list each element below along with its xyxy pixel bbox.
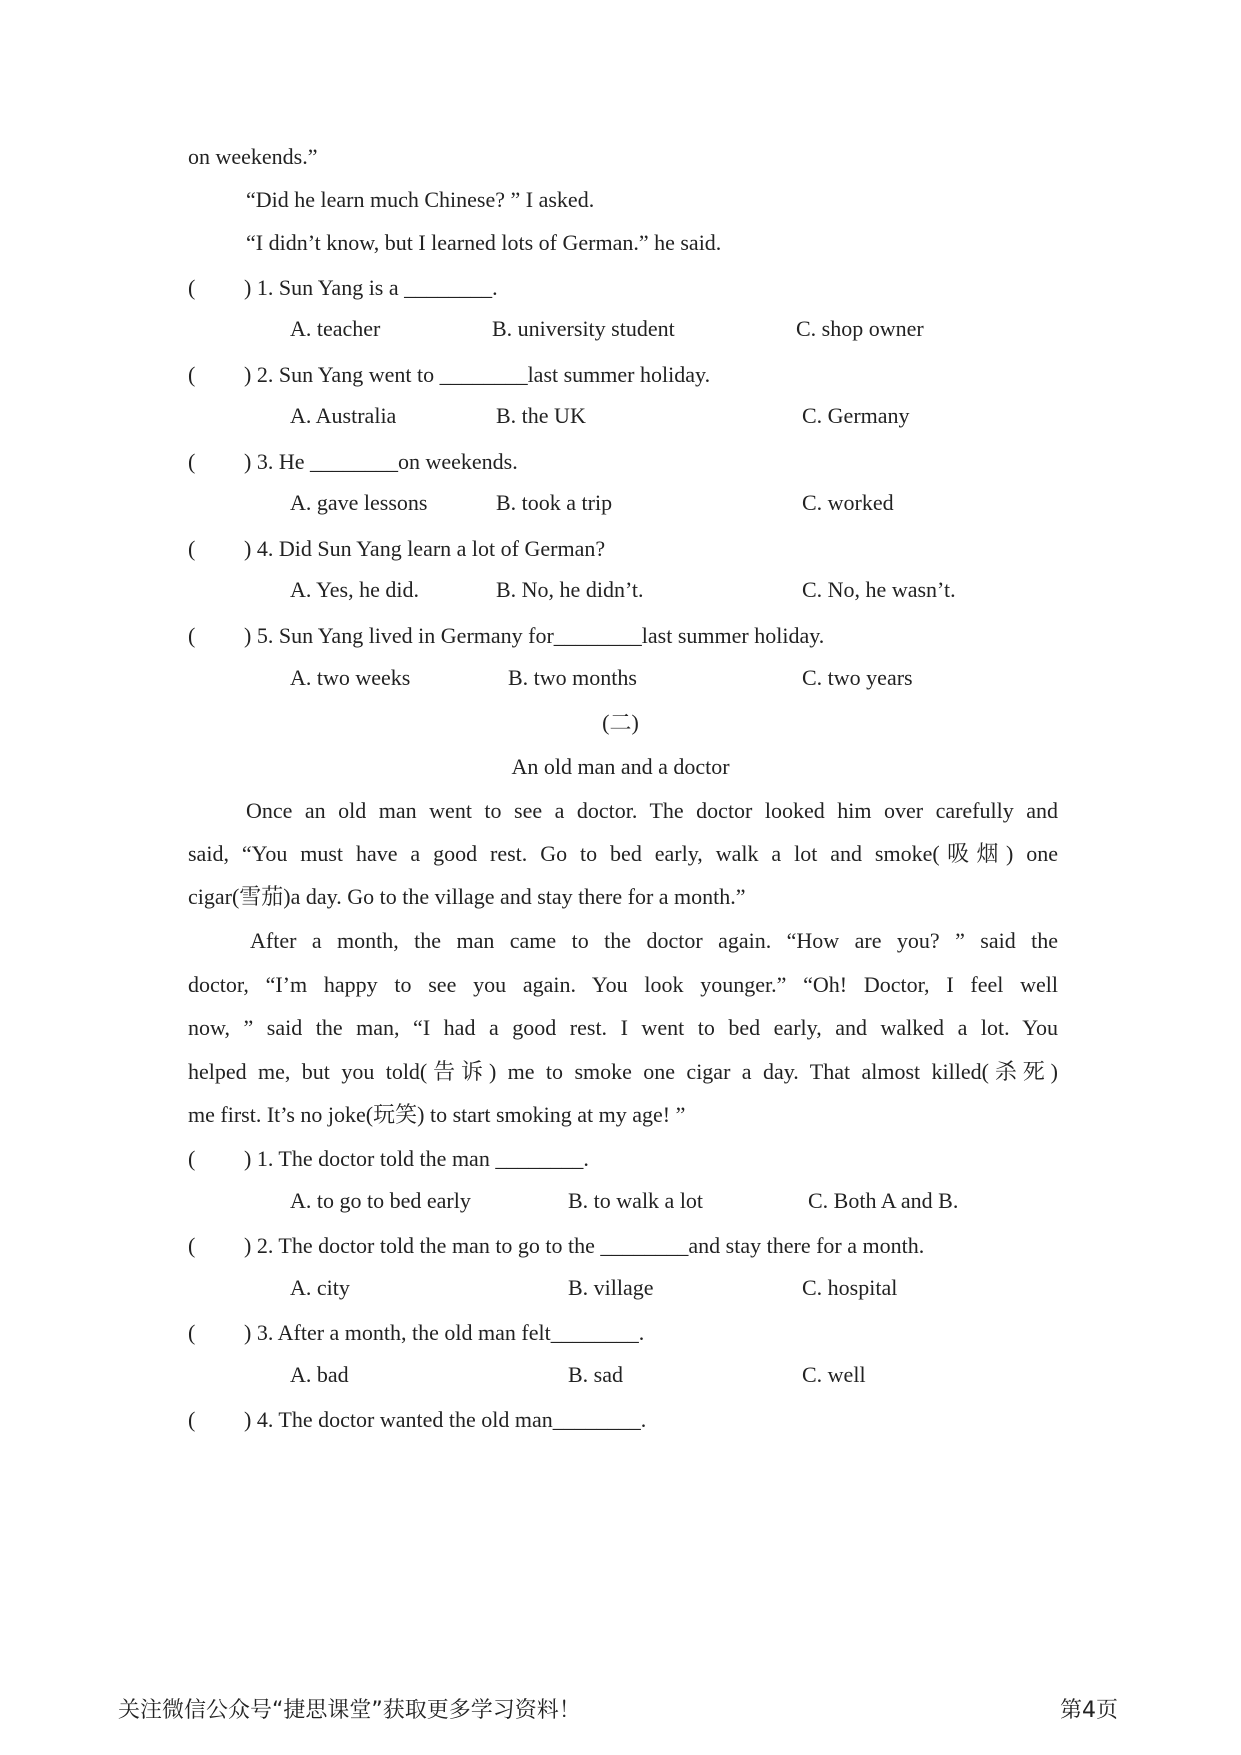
- question-1-5: ( ) 5. Sun Yang lived in Germany for________last summer holiday.: [188, 621, 824, 651]
- paragraph-line: After a month, the man came to the doctor again. “How are you? ” said the: [250, 928, 1058, 953]
- option-b: B. to walk a lot: [568, 1188, 704, 1213]
- option-a: A. teacher: [290, 316, 381, 341]
- option-b: B. village: [568, 1275, 654, 1300]
- passage-line: “I didn’t know, but I learned lots of German.” he said.: [246, 230, 722, 255]
- answer-paren: (: [188, 536, 196, 561]
- option-c: C. shop owner: [796, 316, 924, 341]
- option-b: B. the UK: [496, 403, 586, 428]
- paragraph-line: now, ” said the man, “I had a good rest. I went to bed early, and walked a lot. You: [188, 1015, 1058, 1040]
- page-number: 第4页: [1060, 1698, 1118, 1723]
- paragraph-line: cigar(雪茄)a day. Go to the village and stay there for a month.”: [188, 884, 746, 909]
- paragraph-line: Once an old man went to see a doctor. The doctor looked him over carefully and: [246, 798, 1058, 823]
- option-b: B. sad: [568, 1362, 623, 1387]
- question-text: 3. After a month, the old man felt________.: [256, 1320, 645, 1345]
- question-1-1: ( ) 1. Sun Yang is a ________.: [188, 273, 498, 303]
- answer-paren: (: [188, 623, 196, 648]
- answer-paren: (: [188, 1407, 196, 1432]
- question-1-3: ( ) 3. He ________on weekends.: [188, 447, 518, 477]
- answer-paren: (: [188, 1233, 196, 1258]
- answer-paren: (: [188, 1146, 196, 1171]
- passage-line: on weekends.”: [188, 144, 318, 169]
- question-1-4: ( ) 4. Did Sun Yang learn a lot of German?: [188, 534, 605, 564]
- question-text: 3. He ________on weekends.: [256, 449, 518, 474]
- option-c: C. No, he wasn’t.: [802, 577, 956, 602]
- question-2-2: ( ) 2. The doctor told the man to go to the ________and stay there for a month.: [188, 1231, 924, 1261]
- answer-paren: (: [188, 362, 196, 387]
- option-a: A. bad: [290, 1362, 349, 1387]
- option-b: B. two months: [508, 665, 637, 690]
- option-b: B. university student: [492, 316, 675, 341]
- question-2-1: ( ) 1. The doctor told the man ________.: [188, 1144, 589, 1174]
- question-2-3: ( ) 3. After a month, the old man felt________.: [188, 1318, 644, 1348]
- paragraph-line: doctor, “I’m happy to see you again. You look younger.” “Oh! Doctor, I feel well: [188, 972, 1058, 997]
- answer-paren: (: [188, 1320, 196, 1345]
- question-text: 1. The doctor told the man ________.: [256, 1146, 589, 1171]
- paragraph-line: helped me, but you told(告诉) me to smoke one cigar a day. That almost killed(杀死): [188, 1059, 1058, 1084]
- footer-promo: 关注微信公众号“捷思课堂”获取更多学习资料！: [118, 1698, 581, 1723]
- option-c: C. Both A and B.: [808, 1188, 959, 1213]
- question-text: 5. Sun Yang lived in Germany for________last summer holiday.: [256, 623, 825, 648]
- option-c: C. Germany: [802, 403, 910, 428]
- option-c: C. worked: [802, 490, 894, 515]
- option-a: A. to go to bed early: [290, 1188, 471, 1213]
- question-text: 2. Sun Yang went to ________last summer holiday.: [256, 362, 711, 387]
- question-2-4: ( ) 4. The doctor wanted the old man________.: [188, 1405, 646, 1435]
- passage-line: “Did he learn much Chinese? ” I asked.: [246, 187, 595, 212]
- option-b: B. No, he didn’t.: [496, 577, 644, 602]
- option-b: B. took a trip: [496, 490, 613, 515]
- question-text: 1. Sun Yang is a ________.: [256, 275, 498, 300]
- question-text: 4. The doctor wanted the old man________.: [256, 1407, 647, 1432]
- option-c: C. hospital: [802, 1275, 898, 1300]
- section-number: (二): [602, 710, 639, 735]
- paragraph-line: me first. It’s no joke(玩笑) to start smoking at my age! ”: [188, 1102, 686, 1127]
- option-c: C. well: [802, 1362, 866, 1387]
- paragraph-line: said, “You must have a good rest. Go to bed early, walk a lot and smoke(吸烟) one: [188, 841, 1058, 866]
- option-a: A. city: [290, 1275, 350, 1300]
- question-text: 2. The doctor told the man to go to the ________and stay there for a month.: [256, 1233, 925, 1258]
- option-a: A. Yes, he did.: [290, 577, 419, 602]
- question-1-2: ( ) 2. Sun Yang went to ________last summer holiday.: [188, 360, 710, 390]
- option-a: A. gave lessons: [290, 490, 428, 515]
- question-text: 4. Did Sun Yang learn a lot of German?: [256, 536, 606, 561]
- answer-paren: (: [188, 275, 196, 300]
- answer-paren: (: [188, 449, 196, 474]
- section-title: An old man and a doctor: [511, 754, 730, 779]
- option-a: A. Australia: [290, 403, 397, 428]
- option-c: C. two years: [802, 665, 913, 690]
- option-a: A. two weeks: [290, 665, 411, 690]
